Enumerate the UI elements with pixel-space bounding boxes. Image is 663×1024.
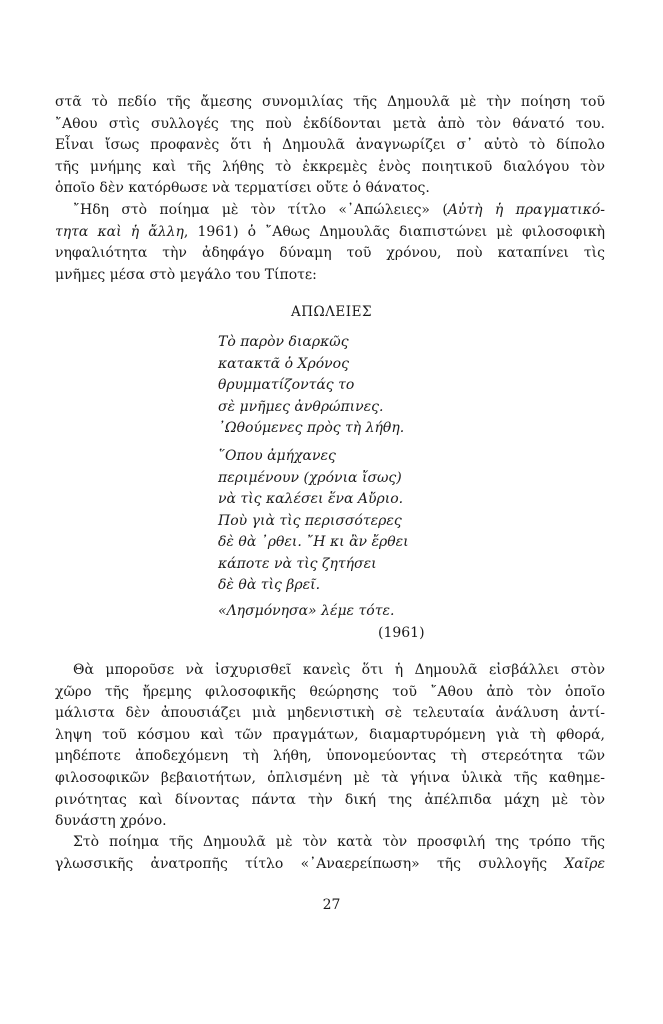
book-title-italic: τητα καὶ ἡ ἄλλη: [55, 223, 184, 240]
poem-line: δὲ θὰ ᾽ρθει. ῎Η κι ἂν ἔρθει: [218, 534, 409, 550]
poem-stanza-3: [218, 601, 478, 623]
paragraph-1: [55, 92, 605, 200]
text-line: ρινότητας καὶ δίνοντας πάντα τὴν δική της ἀπέλπιδα μάχη μὲ τὸν: [55, 791, 605, 808]
poem-line: «Λησμόνησα» λέμε τότε.: [218, 603, 395, 619]
text-line: [55, 222, 605, 244]
poem-stanza-1: [218, 332, 478, 440]
text-run: ῎Ηδη στὸ ποίημα μὲ τὸν τίτλο «᾽Απώλειες» (: [73, 202, 448, 218]
poem-line: σὲ μνῆμες ἀνθρώπινες.: [218, 398, 384, 415]
text-line: μνῆμες μέσα στὸ μεγάλο του Τίποτε:: [55, 266, 317, 283]
poem-line: Τὸ παρὸν διαρκῶς: [218, 334, 349, 350]
text-line: [55, 854, 605, 876]
text-line: Στὸ ποίημα τῆς Δημουλᾶ μὲ τὸν κατὰ τὸν προσφιλή της τρόπο τῆς: [73, 834, 605, 850]
text-line: τῆς μνήμης καὶ τῆς λήθης τὸ ἐκκρεμὲς ἑνὸς ποιητικοῦ διαλόγου τὸν: [55, 158, 605, 175]
poem-line: κάποτε νὰ τὶς ζητήσει: [218, 555, 377, 572]
poem-line: ᾽Ωθούμενες πρὸς τὴ λήθη.: [218, 420, 405, 436]
text-run: γλωσσικῆς ἀνατροπῆς τίτλο «᾽Αναερείπωση» τῆς συλλογῆς: [55, 855, 565, 872]
poem-line: κατακτᾶ ὁ Χρόνος: [218, 355, 349, 372]
text-line: Θὰ μποροῦσε νὰ ἰσχυρισθεῖ κανεὶς ὅτι ἡ Δημουλᾶ εἰσβάλλει στὸν: [73, 662, 605, 678]
page-number: 27: [322, 897, 341, 913]
poem-title: ΑΠΩΛΕΙΕΣ: [290, 304, 373, 320]
text-line: δυνάστη χρόνο.: [55, 813, 167, 830]
text-line: [55, 200, 605, 222]
paragraph-3: [55, 660, 605, 833]
book-title-italic: Χαῖρε: [564, 855, 605, 872]
poem-line: ῞Οπου ἀμήχανες: [218, 448, 336, 464]
text-line: χῶρο τῆς ἤρεμης φιλοσοφικῆς θεώρησης τοῦ ῎Αθου ἀπὸ τὸν ὁποῖο: [55, 683, 605, 700]
book-title-italic: Αὐτὴ ἡ πραγματικό-: [447, 202, 605, 218]
text-line: ληψη τοῦ κόσμου καὶ τῶν πραγμάτων, διαμαρτυρόμενη γιὰ τὴ φθορά,: [55, 726, 605, 743]
text-line: μηδέποτε ἀποδεχόμενη τὴ λήθη, ὑπονομεύοντας τὴ στερεότητα τῶν: [55, 748, 605, 765]
text-line: Εἶναι ἴσως προφανὲς ὅτι ἡ Δημουλᾶ ἀναγνωρίζει σ᾽ αὐτὸ τὸ δίπολο: [55, 137, 605, 154]
paragraph-4: [55, 832, 605, 875]
poem-year: (1961): [378, 625, 425, 641]
text-line: φιλοσοφικῶν βεβαιοτήτων, ὁπλισμένη μὲ τὰ γήινα ὑλικὰ τῆς καθημε-: [55, 769, 605, 786]
text-line: μάλιστα δὲν ἀπουσιάζει μιὰ μηδενιστικὴ σὲ τελευταία ἀνάλυση ἀντί-: [55, 705, 605, 722]
poem-line: περιμένουν (χρόνια ἴσως): [218, 469, 402, 486]
text-line: ῎Αθου στὶς συλλογές της ποὺ ἐκδίδονται μετὰ ἀπὸ τὸν θάνατό του.: [55, 115, 605, 132]
poem-line: δὲ θὰ τὶς βρεῖ.: [218, 577, 321, 593]
text-line: στᾶ τὸ πεδίο τῆς ἄμεσης συνομιλίας τῆς Δημουλᾶ μὲ τὴν ποίηση τοῦ: [55, 94, 605, 110]
text-line: ὁποῖο δὲν κατόρθωσε νὰ τερματίσει οὔτε ὁ θάνατος.: [55, 180, 430, 197]
poem-stanza-2: [218, 446, 478, 597]
text-line: νηφαλιότητα τὴν ἀδηφάγο δύναμη τοῦ χρόνου, ποὺ καταπίνει τὶς: [55, 245, 605, 262]
text-run: , 1961) ὁ ῎Αθως Δημουλᾶς διαπιστώνει μὲ φιλοσοφικὴ: [183, 223, 605, 240]
paragraph-2: [55, 200, 605, 286]
poem-line: Ποὺ γιὰ τὶς περισσότερες: [218, 512, 402, 529]
poem-line: θρυμματίζοντάς το: [218, 377, 355, 393]
poem-line: νὰ τὶς καλέσει ἕνα Αὔριο.: [218, 491, 404, 507]
